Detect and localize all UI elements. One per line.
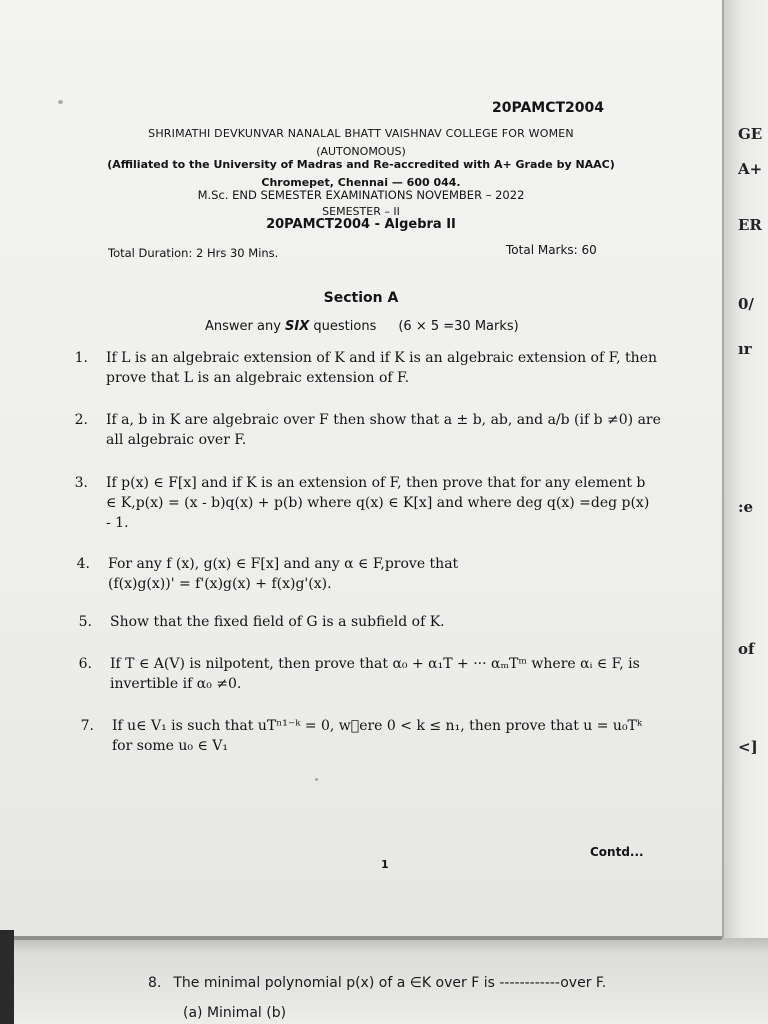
question-text: If u∈ V₁ is such that uTⁿ¹⁻ᵏ = 0, w ere 0 < k ≤ n₁, then prove that u = u₀Tᵏ for some u₀ ∈ V₁	[112, 718, 642, 754]
instruction-text: Answer any	[205, 319, 286, 334]
semester-label: SEMESTER – II	[322, 205, 400, 218]
question-text: The minimal polynomial p(x) of a ∈K over F is ------------over F.	[173, 975, 607, 991]
question-8	[148, 975, 606, 991]
question-text: If a, b in K are algebraic over F then show that a ± b, ab, and a/b (if b ≠0) are all algebraic over F.	[106, 412, 661, 448]
question-number: 4.	[76, 556, 90, 572]
section-marks: (6 × 5 =30 Marks)	[398, 319, 519, 334]
adjacent-text-6: :e	[738, 498, 754, 516]
ink-speck	[315, 778, 318, 781]
college-name: SHRIMATHI DEVKUNVAR NANALAL BHATT VAISHNAV COLLEGE FOR WOMEN	[148, 127, 574, 140]
question-text: Show that the fixed field of G is a subfield of K.	[110, 614, 445, 630]
affiliation-line: (Affiliated to the University of Madras and Re-accredited with A+ Grade by NAAC)	[107, 158, 615, 171]
continued-label: Contd...	[590, 845, 644, 859]
question-number: 6.	[78, 656, 92, 672]
section-instruction	[205, 319, 519, 334]
adjacent-text-1: GE	[738, 125, 763, 143]
question-text: If p(x) ∈ F[x] and if K is an extension of F, then prove that for any element b ∈ K,p(x) = (x - b)q(x) + p(b) where q(x) ∈ K[x] and where deg q(x) =deg p(x) - 1.	[106, 475, 650, 531]
section-title: Section A	[323, 290, 399, 306]
question-number: 5.	[78, 614, 92, 630]
course-title: 20PAMCT2004 - Algebra II	[266, 217, 456, 232]
exam-title: M.Sc. END SEMESTER EXAMINATIONS NOVEMBER – 2022	[197, 188, 525, 202]
course-code-top: 20PAMCT2004	[492, 100, 605, 116]
question-number: 8.	[148, 975, 162, 991]
college-address: Chromepet, Chennai — 600 044.	[261, 176, 461, 189]
adjacent-text-5: ır	[738, 340, 752, 358]
instruction-count: SIX	[285, 319, 310, 334]
adjacent-text-7: of	[738, 640, 755, 658]
binding-edge	[0, 930, 14, 1024]
total-duration: Total Duration: 2 Hrs 30 Mins.	[108, 246, 279, 260]
page-fold	[0, 936, 722, 940]
adjacent-text-4: 0/	[738, 295, 754, 313]
question-8-options: (a) Minimal (b)	[183, 1005, 287, 1021]
question-text: For any f (x), g(x) ∈ F[x] and any α ∈ F,prove that (f(x)g(x))' = f'(x)g(x) + f(x)g'(x).	[108, 556, 459, 592]
page-number: 1	[381, 858, 389, 871]
total-marks: Total Marks: 60	[506, 243, 597, 257]
adjacent-text-2: A+	[738, 160, 763, 178]
instruction-text-end: questions	[309, 319, 377, 334]
ink-speck	[58, 100, 63, 104]
question-number: 3.	[74, 475, 88, 491]
question-text: If L is an algebraic extension of K and if K is an algebraic extension of F, then prove that L is an algebraic extension of F.	[106, 350, 657, 386]
adjacent-text-8: <]	[738, 738, 758, 756]
question-number: 7.	[80, 718, 94, 734]
page-edge	[722, 0, 724, 1024]
adjacent-text-3: ER	[738, 216, 762, 234]
question-number: 1.	[74, 350, 88, 366]
question-number: 2.	[74, 412, 88, 428]
question-text: If T ∈ A(V) is nilpotent, then prove that α₀ + α₁T + ··· αₘTᵐ where αᵢ ∈ F, is invertible if α₀ ≠0.	[110, 656, 640, 692]
autonomous-label: (AUTONOMOUS)	[316, 145, 406, 158]
